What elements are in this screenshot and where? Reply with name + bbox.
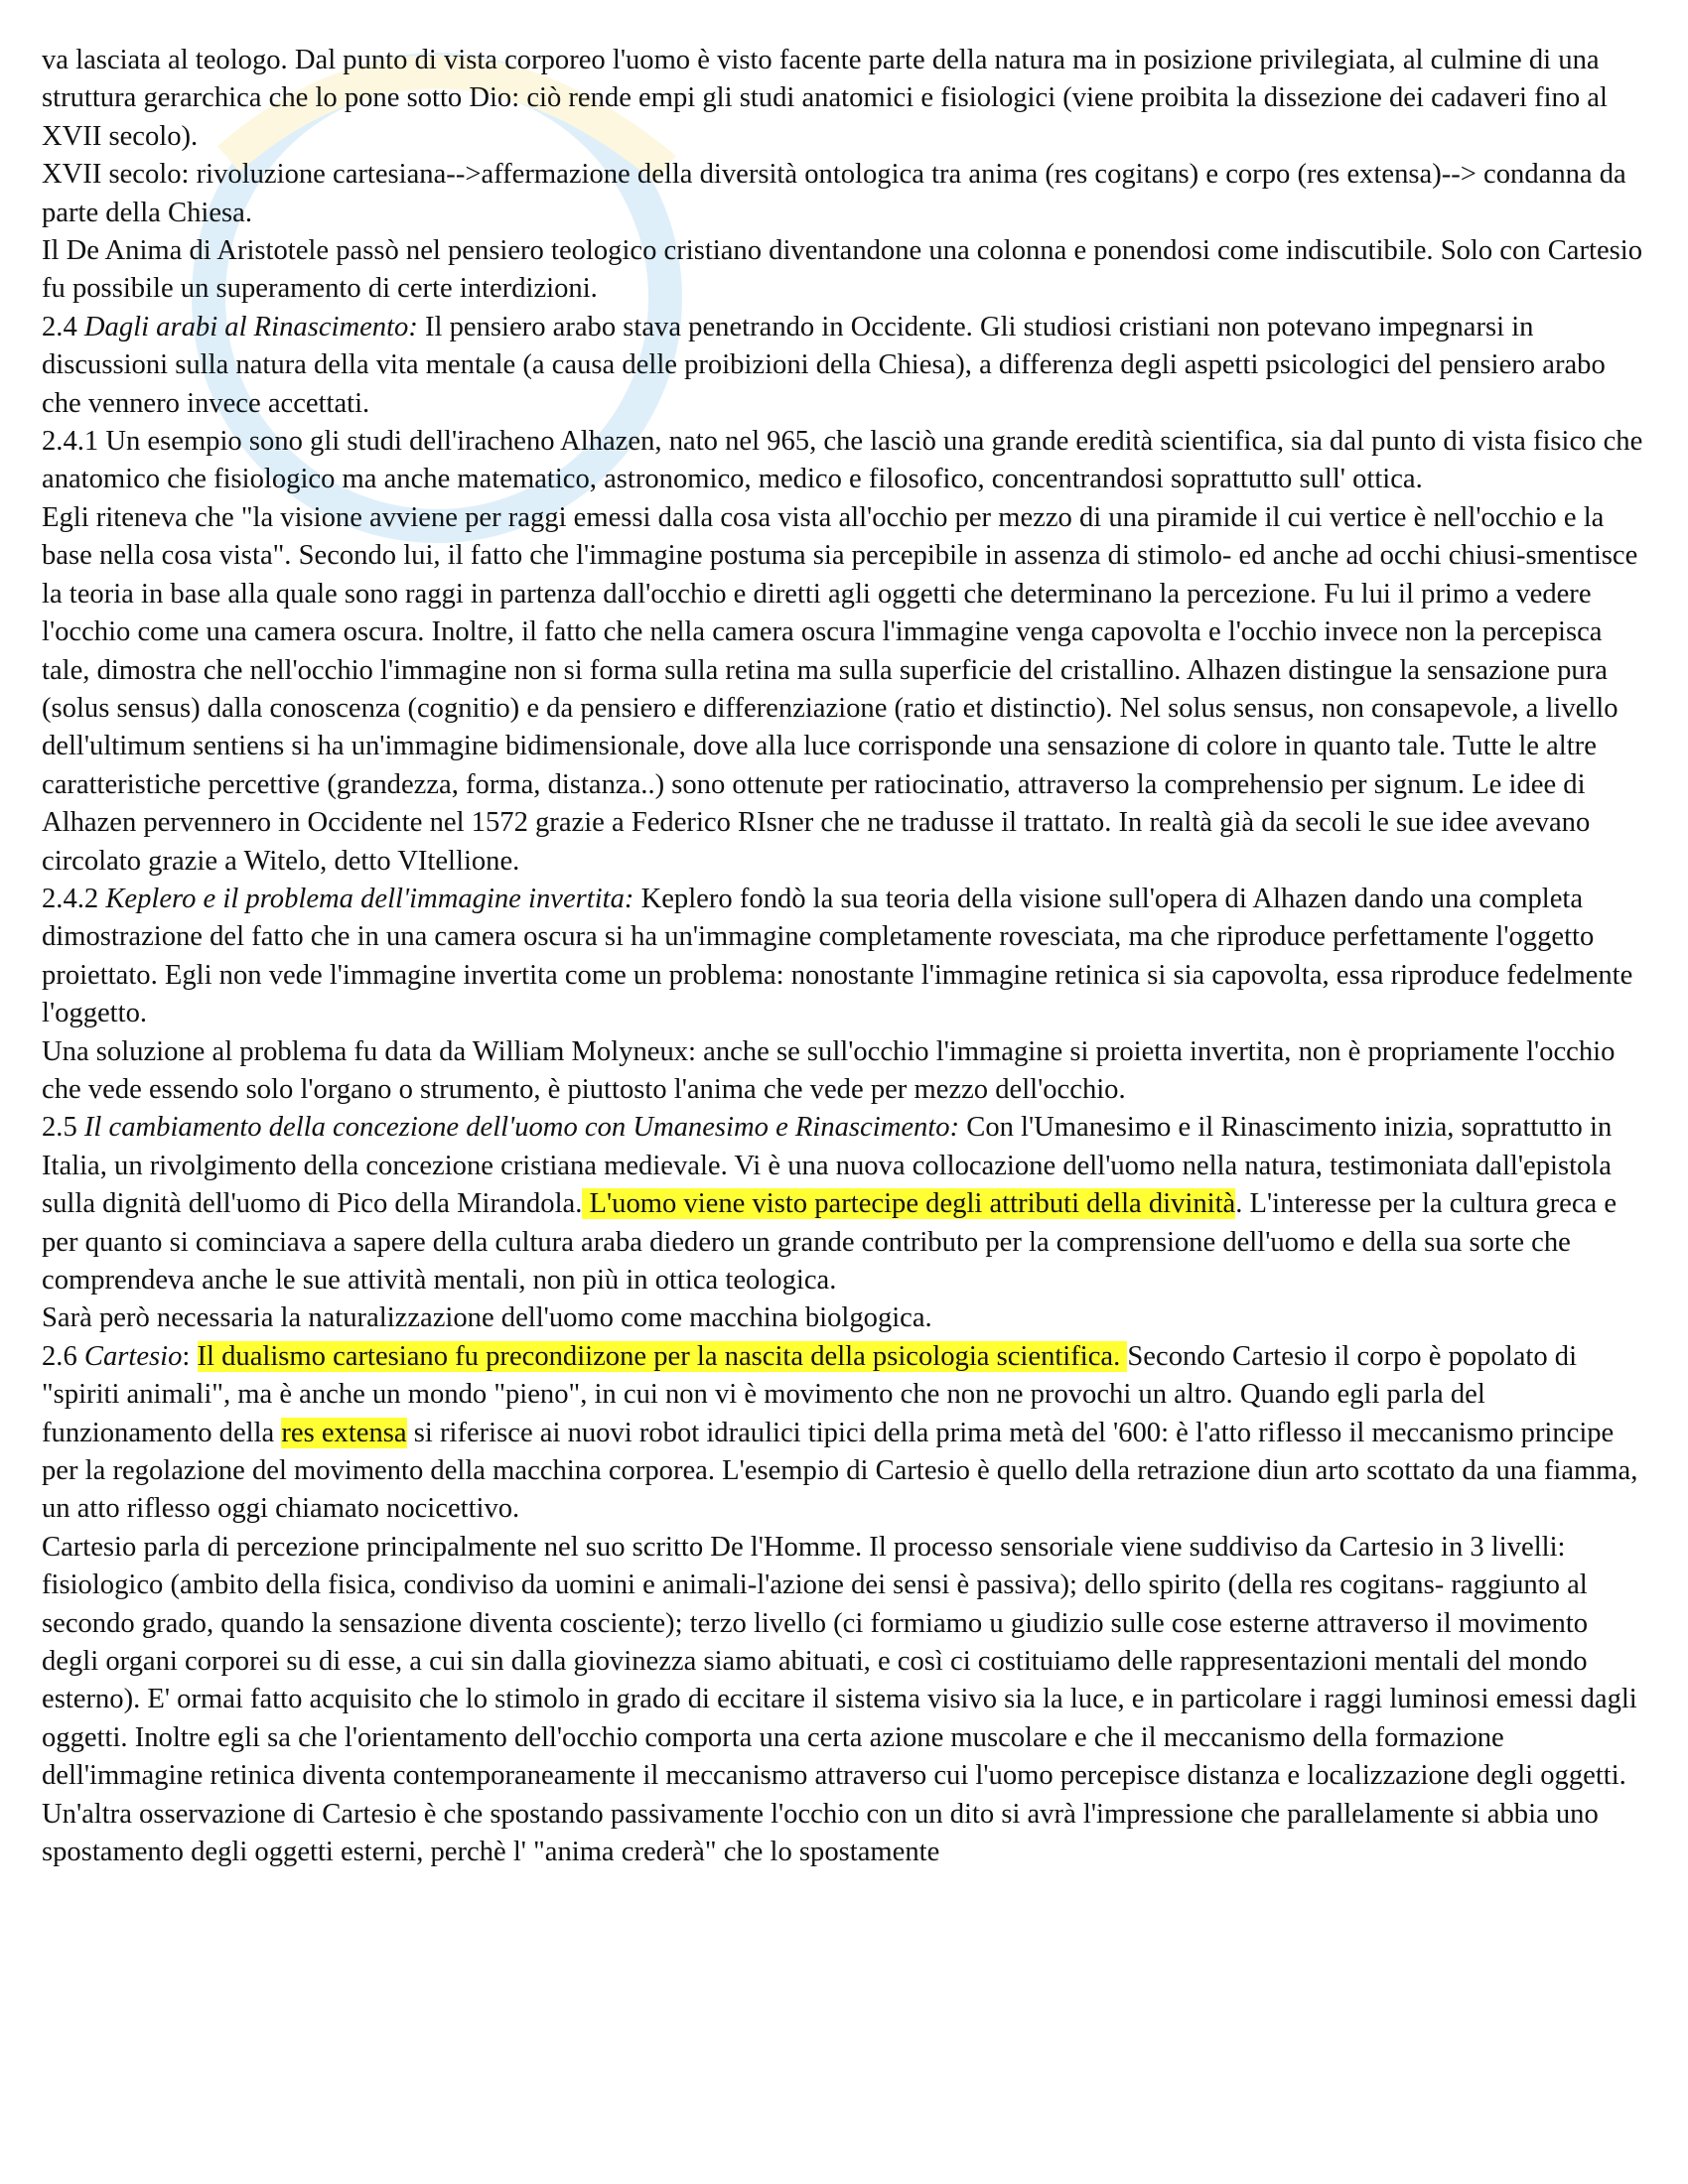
section-number: 2.4.2	[42, 883, 99, 914]
section-2-5	[42, 1109, 1650, 1299]
section-title: Il cambiamento della concezione dell'uomo con Umanesimo e Rinascimento:	[83, 1112, 960, 1144]
section-text-continued: . L'interesse per la cultura greca e per quanto si cominciava a sapere della cultura araba diedero un grande contributo per la comprensione dell'uomo e della sua sorte che comprendeva anche le sue attività mentali, non più in ottica teologica.	[42, 1188, 1618, 1296]
paragraph-1: va lasciata al teologo. Dal punto di vista corporeo l'uomo è visto facente parte della natura ma in posizione privilegiata, al culmine di una struttura gerarchica che lo pone sotto Dio: ciò rende empi gli studi anatomici e fisiologici (viene proibita la dissezione dei cadaveri fino al XVII secolo).	[42, 45, 1608, 152]
section-text: Secondo Cartesio il corpo è popolato di "spiriti animali", ma è anche un mondo "pieno", in cui non vi è movimento che non ne provochi un altro. Quando egli parla del funzionamento della	[42, 1340, 1578, 1448]
section-text: Keplero fondò la sua teoria della visione sull'opera di Alhazen dando una completa dimostrazione del fatto che in una camera oscura si ha un'immagine completamente rovesciata, ma che riproduce perfettamente l'oggetto proiettato. Egli non vede l'immagine invertita come un problema: nonostante l'immagine retinica si sia capovolta, essa riproduce fedelmente l'oggetto.	[42, 883, 1633, 1029]
section-text: Il pensiero arabo stava penetrando in Occidente. Gli studiosi cristiani non potevano impegnarsi in discussioni sulla natura della vita mentale (a causa delle proibizioni della Chiesa), a differenza degli aspetti psicologici del pensiero arabo che vennero invece accettati.	[42, 311, 1606, 419]
paragraph-livelli: fisiologico (ambito della fisica, condiviso da uomini e animali-l'azione dei sensi è passiva); dello spirito (della res cogitans- raggiunto al secondo grado, quando la sensazione diventa cosciente); terzo livello (ci formiamo u giudizio sulle cose esterne attraverso il movimento degli organi corporei su di esse, a cui sin dalla giovinezza siamo abituati, e così ci costituiamo delle rappresentazioni mentali del mondo esterno). E' ormai fatto acquisito che lo stimolo in grado di eccitare il sistema visivo sia la luce, e in particolare i raggi luminosi emessi dagli oggetti. Inoltre egli sa che l'orientamento dell'occhio comporta una certa azione muscolare e che il meccanismo della formazione dell'immagine retinica diventa contemporaneamente il meccanismo attraverso cui l'uomo percepisce distanza e localizzazione degli oggetti. Un'altra osservazione di Cartesio è che spostando passivamente l'occhio con un dito si avrà l'impressione che parallelamente si abbia uno spostamento degli oggetti esterni, perchè l' "anima crederà" che lo spostamente	[42, 1570, 1637, 1868]
document-page	[42, 42, 1650, 1872]
highlighted-term: res extensa	[281, 1417, 407, 1448]
highlighted-text: L'uomo viene visto partecipe degli attributi della divinità	[582, 1188, 1236, 1220]
paragraph-2: XVII secolo: rivoluzione cartesiana-->affermazione della diversità ontologica tra anima (res cogitans) e corpo (res extensa)--> condanna da parte della Chiesa.	[42, 159, 1626, 228]
paragraph-de-lhomme: Cartesio parla di percezione principalmente nel suo scritto De l'Homme. Il processo sensoriale viene suddiviso da Cartesio in 3 livelli:	[42, 1531, 1566, 1563]
paragraph-3: Il De Anima di Aristotele passò nel pensiero teologico cristiano diventandone una colonna e ponendosi come indiscutibile. Solo con Cartesio fu possibile un superamento di certe interdizioni.	[42, 235, 1643, 305]
paragraph-alhazen: Egli riteneva che "la visione avviene per raggi emessi dalla cosa vista all'occhio per mezzo di una piramide il cui vertice è nell'occhio e la base nella cosa vista". Secondo lui, il fatto che l'immagine postuma sia percepibile in assenza di stimolo- ed anche ad occhi chiusi-smentisce la teoria in base alla quale sono raggi in partenza dall'occhio e diretti agli oggetti che determinano la percezione. Fu lui il primo a vedere l'occhio come una camera oscura. Inoltre, il fatto che nella camera oscura l'immagine venga capovolta e l'occhio invece non la percepisca tale, dimostra che nell'occhio l'immagine non si forma sulla retina ma sulla superficie del cristallino. Alhazen distingue la sensazione pura (solus sensus) dalla conoscenza (cognitio) e da pensiero e differenziazione (ratio et distinctio). Nel solus sensus, non consapevole, a livello dell'ultimum sentiens si ha un'immagine bidimensionale, dove alla luce corrisponde una sensazione di colore in quanto tale. Tutte le altre caratteristiche percettive (grandezza, forma, distanza..) sono ottenute per ratiocinatio, attraverso la comprehensio per signum. Le idee di Alhazen pervennero in Occidente nel 1572 grazie a Federico RIsner che ne tradusse il trattato. In realtà già da secoli le sue idee avevano circolato grazie a Witelo, detto VItellione.	[42, 501, 1638, 877]
section-title: Cartesio	[83, 1340, 183, 1372]
section-title: Dagli arabi al Rinascimento:	[83, 311, 418, 342]
section-2-4	[42, 309, 1650, 423]
section-text-continued: si riferisce ai nuovi robot idraulici tipici della prima metà del '600: è l'atto riflesso il meccanismo principe per la regolazione del movimento della macchina corporea. L'esempio di Cartesio è quello della retrazione diun arto scottato da una fiamma, un atto riflesso oggi chiamato nocicettivo.	[42, 1417, 1638, 1525]
paragraph-2-4-1: 2.4.1 Un esempio sono gli studi dell'iracheno Alhazen, nato nel 965, che lasciò una grande eredità scientifica, sia dal punto di vista fisico che anatomico che fisiologico ma anche matematico, astronomico, medico e filosofico, concentrandosi soprattutto sull' ottica.	[42, 426, 1643, 495]
section-title: Keplero e il problema dell'immagine invertita:	[105, 883, 634, 914]
section-number: 2.5	[42, 1112, 77, 1144]
section-number: 2.6	[42, 1340, 77, 1372]
paragraph-naturalizzazione: Sarà però necessaria la naturalizzazione dell'uomo come macchina biolgogica.	[42, 1302, 932, 1334]
highlighted-text: Il dualismo cartesiano fu precondiizone per la nascita della psicologia scientifica.	[197, 1340, 1128, 1372]
paragraph-molyneux: Una soluzione al problema fu data da William Molyneux: anche se sull'occhio l'immagine si proietta invertita, non è propriamente l'occhio che vede essendo solo l'organo o strumento, è piuttosto l'anima che vede per mezzo dell'occhio.	[42, 1035, 1616, 1105]
section-2-4-2	[42, 881, 1650, 1033]
title-colon: :	[182, 1340, 198, 1372]
section-number: 2.4	[42, 311, 77, 342]
section-2-6	[42, 1338, 1650, 1529]
section-text: Con l'Umanesimo e il Rinascimento inizia, soprattutto in Italia, un rivolgimento della concezione cristiana medievale. Vi è una nuova collocazione dell'uomo nella natura, testimoniata dall'epistola sulla dignità dell'uomo di Pico della Mirandola.	[42, 1112, 1613, 1220]
